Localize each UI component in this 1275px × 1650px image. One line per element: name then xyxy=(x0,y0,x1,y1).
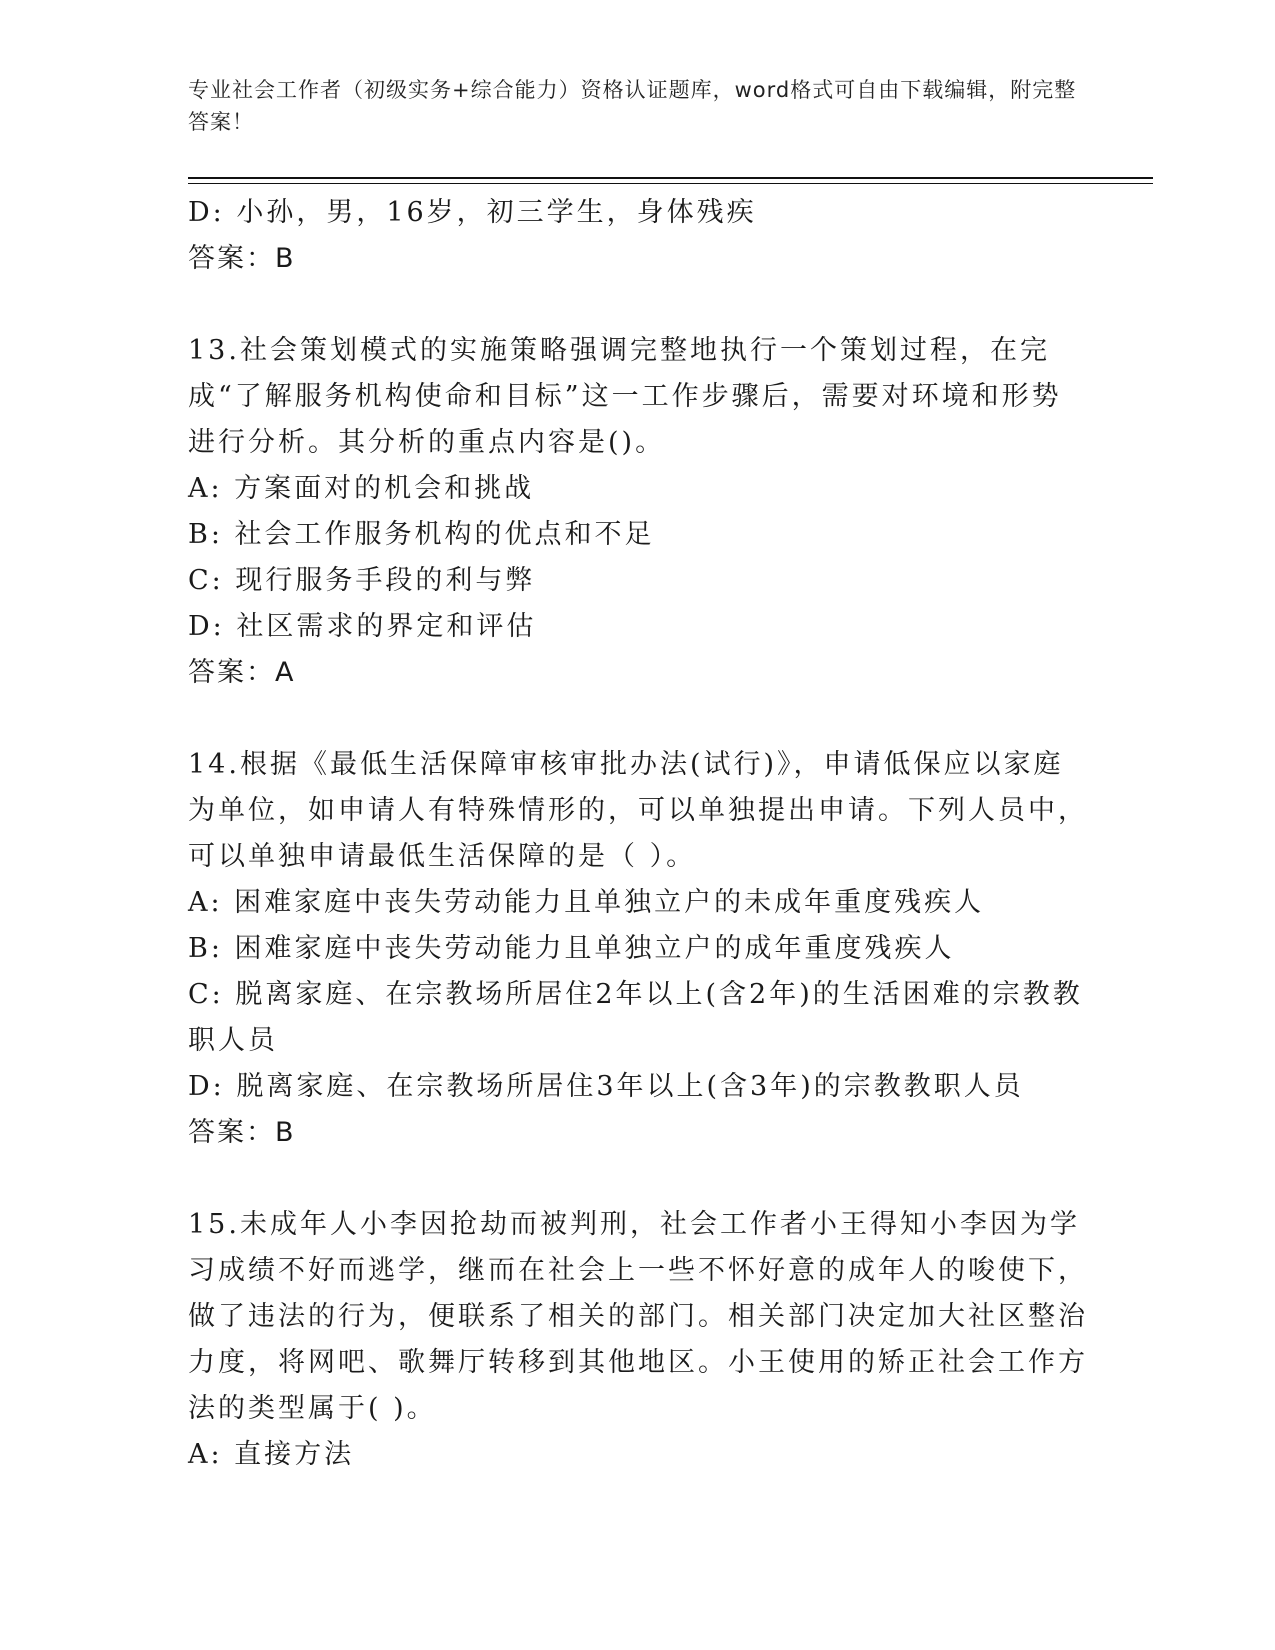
prev-option-d: D: 小孙，男，16岁，初三学生，身体残疾 xyxy=(188,197,757,228)
q15-option-a: A: 直接方法 xyxy=(188,1439,355,1470)
q14-answer: 答案：B xyxy=(188,1117,296,1148)
q13-option-c: C: 现行服务手段的利与弊 xyxy=(188,565,536,596)
spacer xyxy=(188,1156,1088,1202)
question-content xyxy=(188,190,1088,1478)
q14-option-d: D: 脱离家庭、在宗教场所居住3年以上(含3年)的宗教教职人员 xyxy=(188,1071,1024,1102)
q13-option-b: B: 社会工作服务机构的优点和不足 xyxy=(188,519,655,550)
q13-option-d: D: 社区需求的界定和评估 xyxy=(188,611,537,642)
header-divider xyxy=(188,177,1153,179)
q15-stem: 15.未成年人小李因抢劫而被判刑，社会工作者小王得知小李因为学习成绩不好而逃学，继而在社会上一些不怀好意的成年人的唆使下，做了违法的行为，便联系了相关的部门。相关部门决定加大社区整治力度，将网吧、歌舞厅转移到其他地区。小王使用的矫正社会工作方法的类型属于( )。 xyxy=(188,1209,1088,1424)
q13-answer: 答案：A xyxy=(188,657,296,688)
spacer xyxy=(188,696,1088,742)
q14-option-a: A: 困难家庭中丧失劳动能力且单独立户的未成年重度残疾人 xyxy=(188,887,985,918)
q14-option-b: B: 困难家庭中丧失劳动能力且单独立户的成年重度残疾人 xyxy=(188,933,955,964)
header-divider-thin xyxy=(188,183,1153,184)
q14-stem: 14.根据《最低生活保障审核审批办法(试行)》，申请低保应以家庭为单位，如申请人有特殊情形的，可以单独提出申请。下列人员中，可以单独申请最低生活保障的是（ ）。 xyxy=(188,749,1088,872)
page-header: 专业社会工作者（初级实务+综合能力）资格认证题库，word格式可自由下载编辑，附完整答案！ xyxy=(188,78,1077,134)
spacer xyxy=(188,282,1088,328)
q14-option-c: C: 脱离家庭、在宗教场所居住2年以上(含2年)的生活困难的宗教教职人员 xyxy=(188,979,1083,1056)
q13-stem: 13.社会策划模式的实施策略强调完整地执行一个策划过程，在完成“了解服务机构使命和目标”这一工作步骤后，需要对环境和形势进行分析。其分析的重点内容是()。 xyxy=(188,335,1062,458)
prev-answer: 答案：B xyxy=(188,243,296,274)
q13-option-a: A: 方案面对的机会和挑战 xyxy=(188,473,535,504)
